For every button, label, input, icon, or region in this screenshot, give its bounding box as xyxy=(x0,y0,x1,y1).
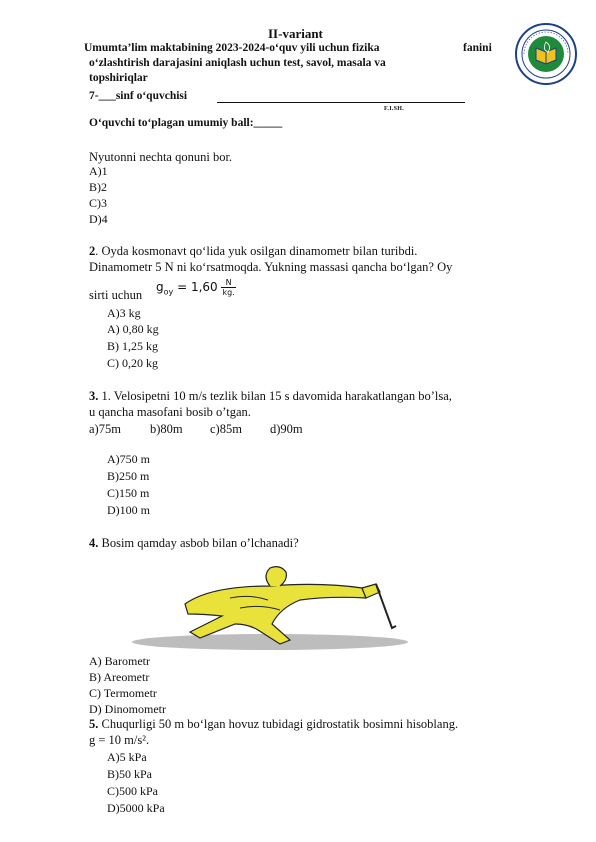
q2-number: 2 xyxy=(89,244,96,258)
variant-title: II-variant xyxy=(268,26,323,41)
q4-number: 4. xyxy=(89,536,99,550)
q5-line-1 xyxy=(89,717,458,732)
q4-line xyxy=(89,536,299,551)
q3-inline-opt-a[interactable]: a)75m xyxy=(89,422,121,436)
q2-option-3[interactable]: B) 1,25 kg xyxy=(107,339,158,353)
q1-text: Nyutonni nechta qonuni bor. xyxy=(89,150,233,164)
q3-line-1-text: 1. Velosipetni 10 m/s tezlik bilan 15 s davomida harakatlangan bo’lsa, xyxy=(98,389,452,403)
person-pushing-figure xyxy=(130,564,410,652)
q1-option-a[interactable]: A)1 xyxy=(89,164,108,178)
q5-option-a[interactable]: A)5 kPa xyxy=(107,750,147,764)
q4-option-d[interactable]: D) Dinomometr xyxy=(89,702,166,716)
q3-option-d[interactable]: D)100 m xyxy=(107,503,150,517)
q4-option-b[interactable]: B) Areometr xyxy=(89,670,150,684)
formula-denominator: kg. xyxy=(222,288,235,297)
header-line-3: topshiriqlar xyxy=(89,72,148,84)
q3-line-1 xyxy=(89,389,452,404)
formula-numerator: N xyxy=(221,278,235,288)
formula-g: g xyxy=(156,280,164,294)
q4-option-a[interactable]: A) Barometr xyxy=(89,654,150,668)
name-field-line xyxy=(217,92,465,103)
q5-option-d[interactable]: D)5000 kPa xyxy=(107,801,165,815)
q4-text: Bosim qamday asbob bilan o’lchanadi? xyxy=(98,536,299,550)
q5-option-c[interactable]: C)500 kPa xyxy=(107,784,158,798)
q1-option-b[interactable]: B)2 xyxy=(89,180,107,194)
q3-line-2: u qancha masofani bosib o’tgan. xyxy=(89,405,251,419)
header-line-1-right: fanini xyxy=(463,42,492,54)
fish-label: F.I.SH. xyxy=(384,106,405,112)
q2-line-1-text: . Oyda kosmonavt qo‘lida yuk osilgan dinamometr bilan turibdi. xyxy=(95,244,418,258)
q3-option-b[interactable]: B)250 m xyxy=(107,469,150,483)
q2-formula xyxy=(156,278,236,297)
q5-option-b[interactable]: B)50 kPa xyxy=(107,767,152,781)
header-line-1: Umumta’lim maktabining 2023-2024-o‘quv yili uchun fizika xyxy=(84,42,380,54)
header-line-2: o‘zlashtirish darajasini aniqlash uchun test, savol, masala va xyxy=(89,57,386,69)
q2-line-2: Dinamometr 5 N ni ko‘rsatmoqda. Yukning massasi qancha bo‘lgan? Oy xyxy=(89,260,453,274)
q5-line-1-text: Chuqurligi 50 m bo‘lgan hovuz tubidagi gidrostatik bosimni hisoblang. xyxy=(98,717,459,731)
q4-option-c[interactable]: C) Termometr xyxy=(89,686,157,700)
school-emblem-icon xyxy=(514,22,578,86)
q2-line-3: sirti uchun xyxy=(89,288,143,302)
q5-line-2: g = 10 m/s². xyxy=(89,733,150,747)
class-label: 7-___sinf o‘quvchisi xyxy=(89,90,188,102)
q3-inline-opt-c[interactable]: c)85m xyxy=(210,422,242,436)
q2-option-4[interactable]: C) 0,20 kg xyxy=(107,356,158,370)
q2-line-1 xyxy=(89,244,417,259)
q2-option-2[interactable]: A) 0,80 kg xyxy=(107,322,159,336)
q1-option-d[interactable]: D)4 xyxy=(89,212,108,226)
score-label: O‘quvchi to‘plagan umumiy ball:_____ xyxy=(89,117,283,129)
q5-number: 5. xyxy=(89,717,99,731)
q3-option-c[interactable]: C)150 m xyxy=(107,486,150,500)
formula-eq: = 1,60 xyxy=(173,280,222,294)
q2-option-1[interactable]: A)3 kg xyxy=(107,306,141,320)
formula-fraction xyxy=(221,278,235,297)
q3-inline-opt-d[interactable]: d)90m xyxy=(270,422,303,436)
q3-inline-opt-b[interactable]: b)80m xyxy=(150,422,183,436)
q3-option-a[interactable]: A)750 m xyxy=(107,452,150,466)
q3-number: 3. xyxy=(89,389,99,403)
q1-option-c[interactable]: C)3 xyxy=(89,196,107,210)
formula-sub: oy xyxy=(163,287,174,297)
